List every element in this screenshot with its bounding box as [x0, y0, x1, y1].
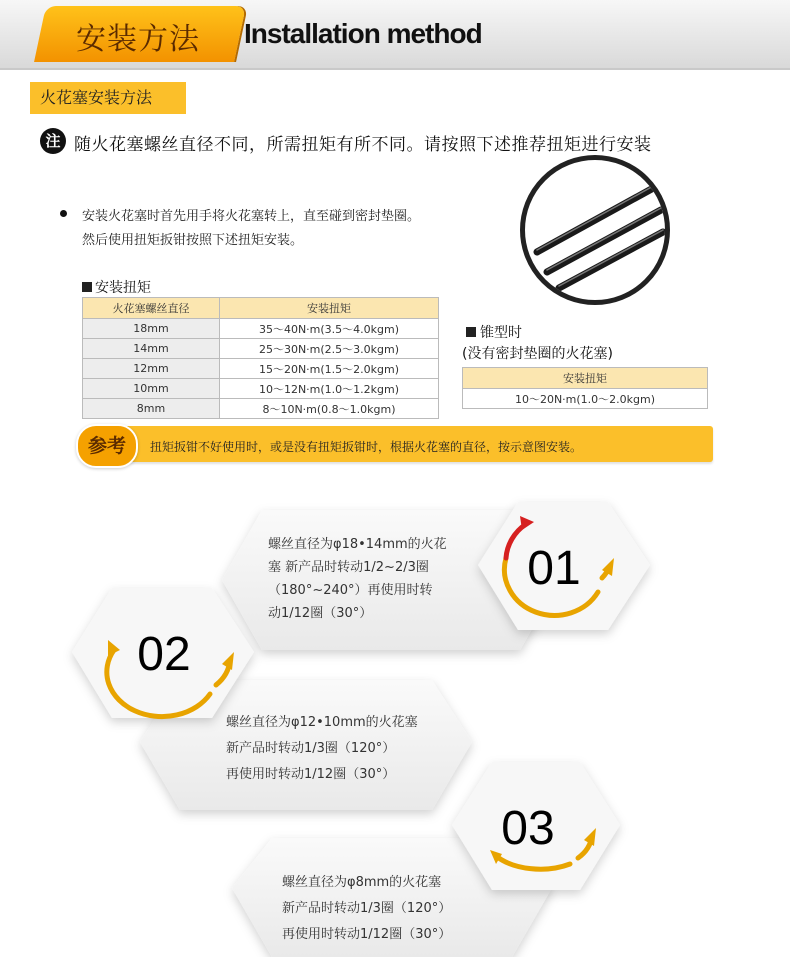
step-number: 01	[527, 542, 581, 595]
torque-table-title-text: 安装扭矩	[95, 280, 151, 296]
reference-badge: 参考	[76, 424, 138, 468]
step-text-line: 新产品时转动1/3圈（120°）	[226, 741, 396, 756]
rod-image	[520, 155, 670, 305]
rods-icon	[525, 160, 665, 300]
table-row	[463, 389, 708, 409]
step-number: 02	[137, 628, 191, 681]
table-cell: 14mm	[83, 339, 220, 359]
table-header-cell: 安装扭矩	[220, 298, 439, 319]
step-text-line: （180°~240°）再使用时转	[268, 583, 433, 598]
step-text-line: 再使用时转动1/12圈（30°）	[226, 767, 396, 782]
table-cell: 18mm	[83, 319, 220, 339]
table-row	[83, 319, 439, 339]
section-label	[30, 82, 186, 114]
table-header-row	[83, 298, 439, 319]
taper-subtitle: (没有密封垫圈的火花塞)	[462, 346, 613, 362]
torque-table	[82, 297, 439, 419]
table-header-cell: 火花塞螺丝直径	[83, 298, 220, 319]
taper-title	[466, 322, 522, 342]
table-row	[83, 379, 439, 399]
table-cell: 10mm	[83, 379, 220, 399]
table-cell: 10～12N·m(1.0～1.2kgm)	[220, 379, 439, 399]
step-number: 03	[501, 802, 555, 855]
taper-table	[462, 367, 708, 409]
step-text-line: 螺丝直径为φ12•10mm的火花塞	[226, 715, 418, 730]
instruction-line: 然后使用扭矩扳钳按照下述扭矩安装。	[82, 233, 304, 248]
table-cell: 12mm	[83, 359, 220, 379]
reference-text: 扭矩扳钳不好使用时，或是没有扭矩扳钳时，根据火花塞的直径，按示意图安装。	[150, 440, 583, 454]
table-row	[83, 359, 439, 379]
step-text-line: 螺丝直径为φ8mm的火花塞	[282, 875, 442, 890]
header-title-cn: 安装方法	[76, 22, 200, 57]
table-row	[83, 339, 439, 359]
header-bar	[0, 0, 790, 70]
square-bullet-icon	[82, 282, 92, 292]
step-text-line: 新产品时转动1/3圈（120°）	[282, 901, 452, 916]
step-text-line: 螺丝直径为φ18•14mm的火花	[268, 537, 447, 552]
torque-table-title	[82, 277, 151, 297]
step-text-line: 动1/12圈（30°）	[268, 606, 373, 621]
table-header-row	[463, 368, 708, 389]
steps-illustration	[0, 480, 790, 957]
taper-title-text: 锥型时	[480, 325, 522, 341]
table-cell: 35～40N·m(3.5～4.0kgm)	[220, 319, 439, 339]
table-cell: 15～20N·m(1.5～2.0kgm)	[220, 359, 439, 379]
note-text: 随火花塞螺丝直径不同，所需扭矩有所不同。请按照下述推荐扭矩进行安装	[74, 135, 652, 155]
instruction-line: 安装火花塞时首先用手将火花塞转上，直至碰到密封垫圈。	[82, 209, 421, 224]
header-title-en: Installation method	[244, 18, 482, 49]
table-header-cell: 安装扭矩	[463, 368, 708, 389]
table-cell: 8mm	[83, 399, 220, 419]
note-badge: 注	[40, 128, 66, 154]
table-cell: 8～10N·m(0.8～1.0kgm)	[220, 399, 439, 419]
step-text-line: 塞 新产品时转动1/2~2/3圈	[268, 560, 429, 575]
bullet-icon	[60, 210, 67, 217]
section-label-text: 火花塞安装方法	[40, 88, 153, 107]
table-cell: 25～30N·m(2.5～3.0kgm)	[220, 339, 439, 359]
table-cell: 10～20N·m(1.0～2.0kgm)	[463, 389, 708, 409]
square-bullet-icon	[466, 327, 476, 337]
step-text-line: 再使用时转动1/12圈（30°）	[282, 927, 452, 942]
table-row	[83, 399, 439, 419]
